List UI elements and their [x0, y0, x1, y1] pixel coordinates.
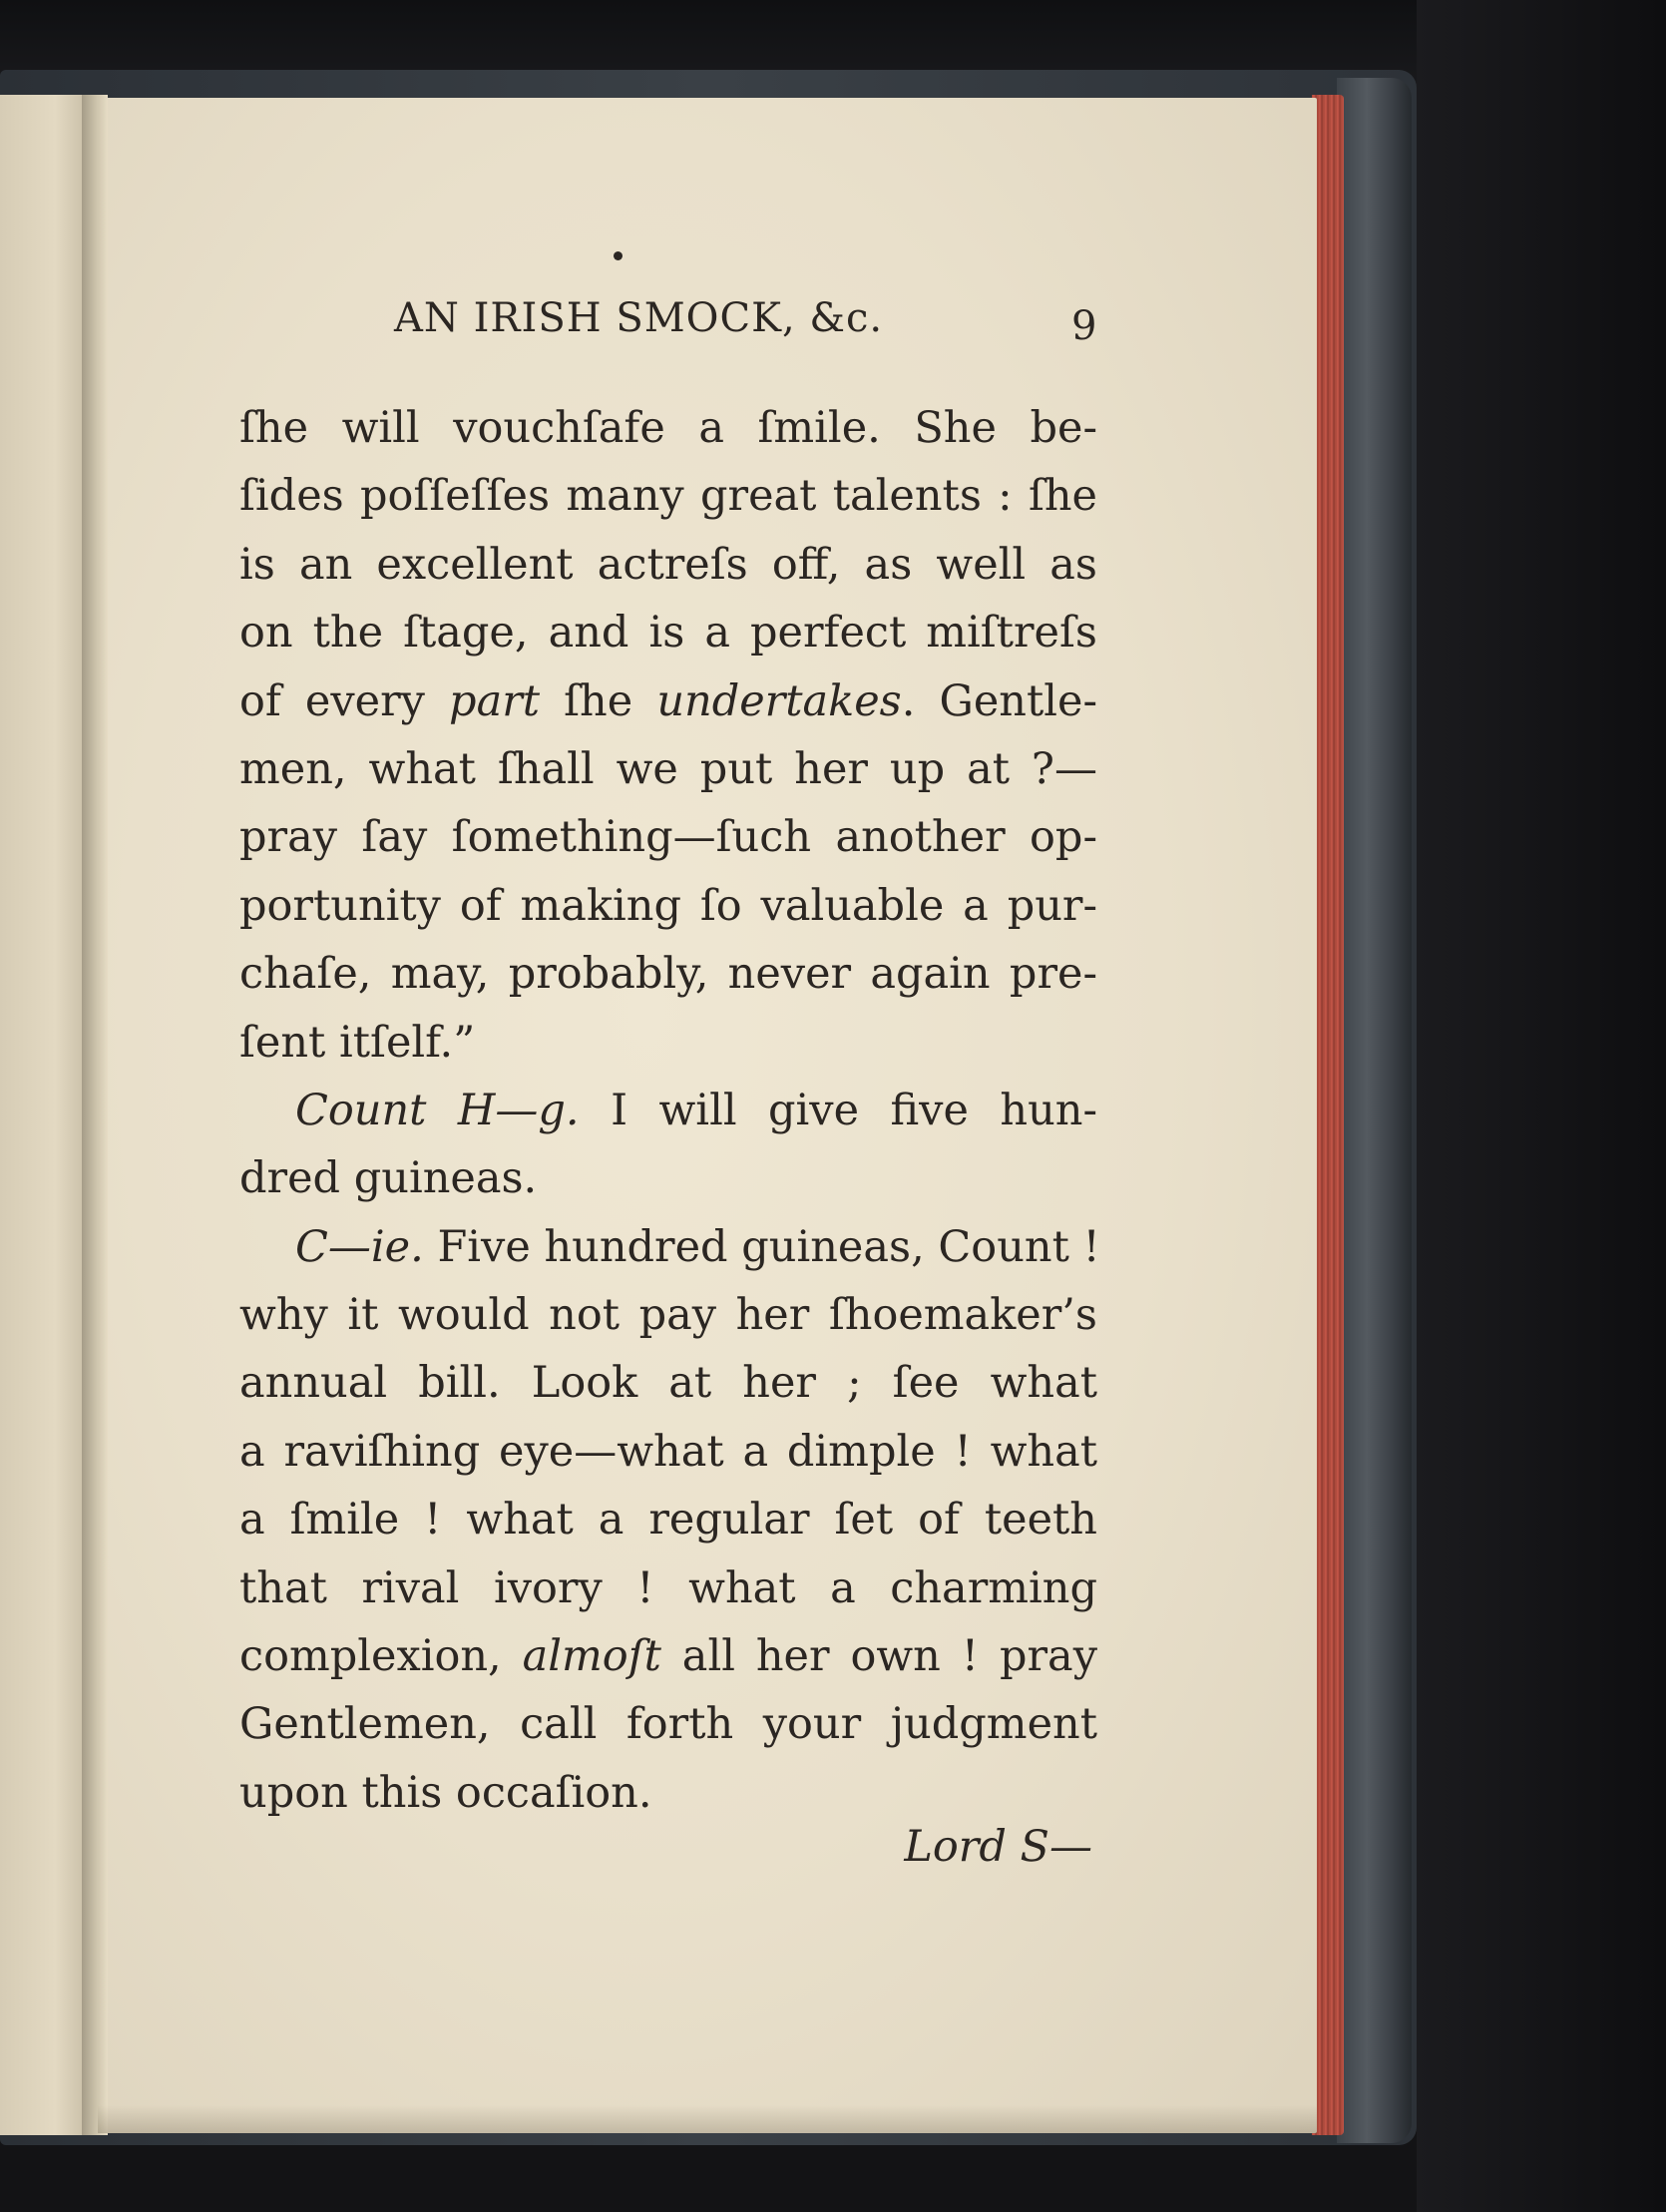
text-line: of every part ſhe undertakes. Gentle-	[239, 675, 1097, 726]
page-number: 9	[1071, 303, 1097, 349]
text-line: on the ſtage, and is a perfect miſtreſs	[239, 608, 1097, 659]
page-shadow	[98, 2105, 1317, 2133]
text-line: ſent itſelf.”	[239, 1017, 476, 1068]
text-line: a ſmile ! what a regular ſet of teeth	[239, 1495, 1097, 1546]
speaker-line: Count H—g. I will give five hun-	[295, 1085, 1097, 1135]
text-line: annual bill. Look at her ; ſee what	[239, 1358, 1097, 1409]
text-line: portunity of making ſo valuable a pur-	[239, 880, 1097, 931]
text-line: complexion, almoſt all her own ! pray	[239, 1631, 1097, 1682]
catchword: Lord S—	[904, 1822, 1092, 1872]
book-cover-edge	[1337, 78, 1412, 2143]
text-line: chaſe, may, probably, never again pre-	[239, 949, 1097, 1000]
speaker-line: C—ie. Five hundred guineas, Count !	[295, 1221, 1100, 1272]
running-head: AN IRISH SMOCK, &c.	[394, 295, 884, 341]
body-text	[239, 394, 1100, 1827]
text-line: men, what ſhall we put her up at ?—	[239, 743, 1097, 794]
italic-text: part	[449, 675, 541, 726]
speaker-name: Count H—g.	[295, 1085, 580, 1135]
text-line: dred guineas.	[239, 1153, 538, 1204]
text-line: upon this occaſion.	[239, 1767, 652, 1818]
text-line: ſhe will vouchſafe a ſmile. She be-	[239, 403, 1097, 453]
text-line: ſides poſſeſſes many great talents : ſhe	[239, 471, 1097, 522]
speaker-name: C—ie.	[295, 1221, 424, 1272]
italic-text: almoſt	[522, 1631, 661, 1682]
italic-text: undertakes	[656, 675, 902, 726]
text-line: a raviſhing eye—what a dimple ! what	[239, 1426, 1097, 1477]
backdrop-right	[1417, 0, 1666, 2212]
text-line: why it would not pay her ſhoemaker’s	[239, 1290, 1097, 1341]
left-page	[0, 95, 92, 2135]
text-line: that rival ivory ! what a charming	[239, 1562, 1097, 1613]
ornament-dot	[614, 251, 623, 260]
gutter	[82, 95, 108, 2135]
text-line: Gentlemen, call forth your judgment	[239, 1699, 1097, 1750]
text-line: is an excellent actreſs off, as well as	[239, 539, 1097, 590]
text-line: pray ſay ſomething—ſuch another op-	[239, 812, 1097, 863]
